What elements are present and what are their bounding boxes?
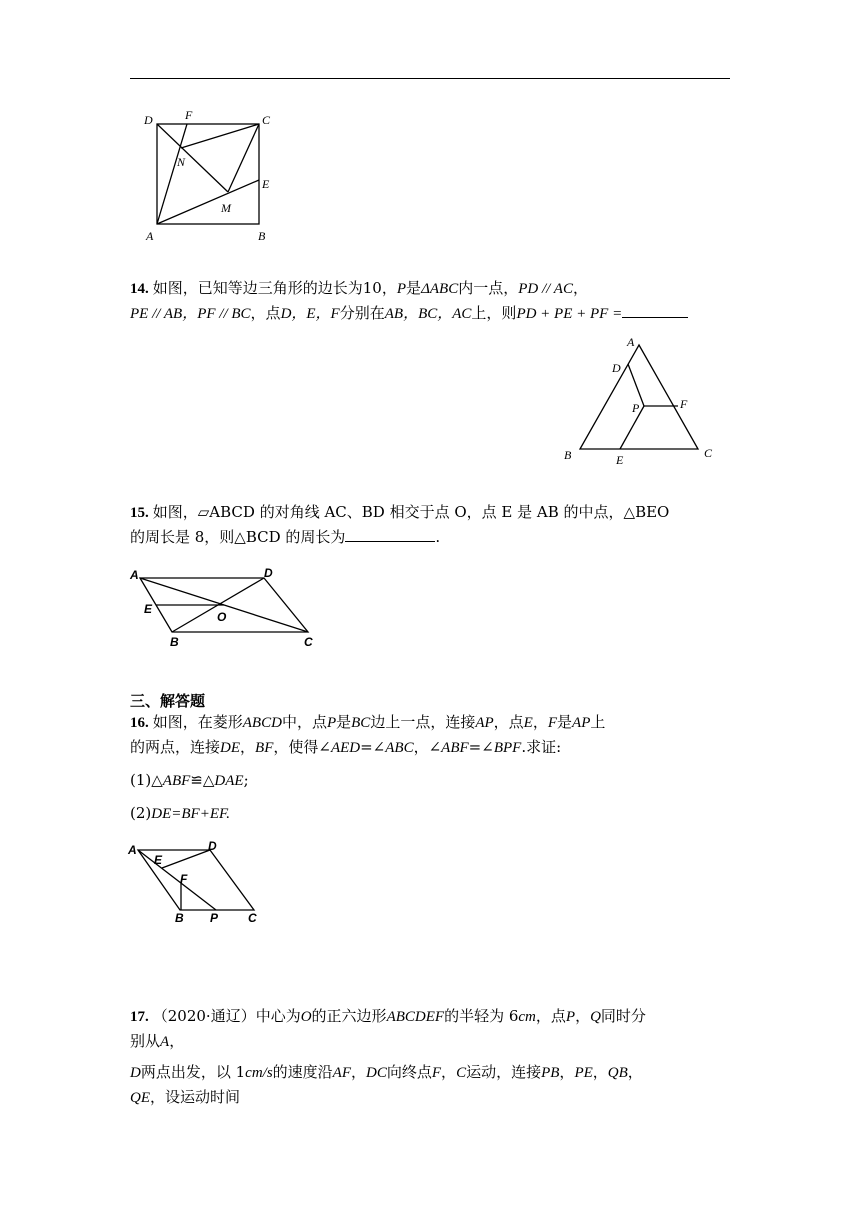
label-F: F — [185, 108, 193, 122]
label-A: A — [130, 568, 139, 582]
math-bpf: BPF — [493, 740, 522, 756]
q14-text: 如图，已知等边三角形的边长为 — [152, 279, 363, 297]
math-bc: BC — [351, 715, 371, 731]
label-E: E — [144, 602, 153, 616]
q16-text: =∠ — [468, 738, 494, 756]
q16-text: 边上一点，连接 — [370, 713, 476, 731]
q17-text: ，设运动时间 — [150, 1088, 241, 1106]
sides: AB，BC，AC — [384, 306, 472, 322]
label-E: E — [616, 453, 624, 467]
math-ap: AP — [475, 715, 494, 731]
label-D: D — [144, 113, 153, 127]
q16-text: .求证: — [521, 738, 562, 756]
math-abcdef: ABCDEF — [386, 1009, 445, 1025]
label-B: B — [258, 229, 266, 243]
q17-text: ， — [441, 1063, 457, 1081]
label-D: D — [612, 361, 621, 375]
math-cm: cm — [518, 1009, 536, 1025]
question-14 — [130, 276, 730, 326]
label-C: C — [304, 635, 313, 649]
condition-pe-pf: PE // AB，PF // BC — [130, 306, 251, 322]
math-dae: DAE — [214, 773, 244, 789]
q16-text: ， — [532, 713, 548, 731]
label-P: P — [632, 401, 640, 415]
question-number: 15. — [130, 505, 149, 521]
part-1: ; — [243, 771, 249, 789]
label-E: E — [154, 853, 163, 867]
answer-blank — [622, 317, 688, 318]
q14-text: 内一点， — [458, 279, 519, 297]
q17-text: 同时分 — [600, 1007, 646, 1025]
label-A: A — [627, 335, 635, 349]
math-pb: PB — [541, 1065, 560, 1081]
math-abcd: ABCD — [242, 715, 282, 731]
math-f: F — [431, 1065, 442, 1081]
side-length: 10 — [362, 279, 382, 297]
q17-text: 的半轻为 6 — [444, 1007, 519, 1025]
label-F: F — [180, 872, 188, 886]
section-title: 三、解答题 — [130, 692, 206, 710]
math-pe: PE — [574, 1065, 593, 1081]
q17-text: 的速度沿 — [272, 1063, 333, 1081]
math-bf: BF — [255, 740, 274, 756]
q17-text: 别从 — [130, 1032, 161, 1050]
q17-text: ， — [592, 1063, 608, 1081]
q16-text: ，∠ — [413, 738, 442, 756]
label-B: B — [170, 635, 179, 649]
q16-text: =∠ — [360, 738, 386, 756]
math-abc: ABC — [385, 740, 414, 756]
label-M: M — [221, 201, 231, 215]
q17-text: ， — [351, 1063, 367, 1081]
label-D: D — [208, 839, 217, 853]
q15-text: 如图，▱ABCD 的对角线 AC、BD 相交于点 O，点 E 是 AB 的中点，△BEO — [152, 503, 670, 521]
q14-text: 分别在 — [339, 304, 385, 322]
q16-text: 如图，在菱形 — [152, 713, 243, 731]
question-number: 16. — [130, 715, 149, 731]
math-d: D — [130, 1065, 141, 1081]
q16-text: ，使得∠ — [273, 738, 331, 756]
label-P: P — [210, 911, 219, 925]
q16-text: 是 — [336, 713, 352, 731]
part-1: ≌△ — [190, 771, 215, 789]
label-A: A — [128, 843, 137, 857]
answer-blank — [345, 541, 435, 542]
sum-expression: PD + PE + PF = — [516, 306, 623, 322]
q17-text: ， — [575, 1007, 591, 1025]
square-figure — [140, 108, 280, 248]
label-B: B — [175, 911, 184, 925]
q14-text: ， — [572, 279, 588, 297]
math-ap: AP — [572, 715, 591, 731]
q16-text: ， — [240, 738, 256, 756]
q15-text: . — [435, 528, 441, 546]
question-number: 17. — [130, 1009, 149, 1025]
label-C: C — [248, 911, 257, 925]
math-q: Q — [590, 1009, 601, 1025]
q17-text: 运动，连接 — [466, 1063, 542, 1081]
rhombus-figure — [126, 838, 276, 930]
label-A: A — [146, 229, 154, 243]
label-N: N — [177, 155, 186, 169]
math-af: AF — [332, 1065, 351, 1081]
math-cms: cm/s — [245, 1065, 273, 1081]
math-abf: ABF — [441, 740, 469, 756]
math-o: O — [300, 1009, 312, 1025]
header-rule — [130, 78, 730, 79]
q16-text: ，点 — [493, 713, 524, 731]
label-E: E — [262, 177, 270, 191]
math-p: P — [326, 715, 337, 731]
q17-text: ， — [169, 1032, 185, 1050]
math-abf: ABF — [162, 773, 191, 789]
q16-text: 的两点，连接 — [130, 738, 221, 756]
label-C: C — [704, 446, 713, 460]
label-O: O — [217, 610, 227, 624]
label-B: B — [564, 448, 572, 462]
condition-pd: PD // AC — [518, 281, 573, 297]
q14-text: 上，则 — [471, 304, 517, 322]
math-de: DE — [220, 740, 241, 756]
q17-text: 的正六边形 — [311, 1007, 387, 1025]
question-16 — [130, 710, 730, 826]
math-p: P — [565, 1009, 576, 1025]
point-p: P — [396, 281, 407, 297]
q16-text: 中，点 — [281, 713, 327, 731]
points-def: D，E，F — [280, 306, 340, 322]
math-dc: DC — [366, 1065, 387, 1081]
triangle-abc: ΔABC — [421, 281, 459, 297]
math-aed: AED — [330, 740, 361, 756]
q16-text: 上 — [590, 713, 606, 731]
q17-text: ， — [627, 1063, 643, 1081]
q14-text: ，点 — [250, 304, 281, 322]
math-de-sum: DE=BF+EF. — [151, 806, 230, 822]
math-qe: QE — [130, 1090, 150, 1106]
label-D: D — [264, 566, 273, 580]
math-f: F — [547, 715, 558, 731]
part-2: (2) — [130, 804, 152, 822]
question-15 — [130, 500, 730, 549]
question-17 — [130, 1004, 730, 1110]
q17-text: ， — [559, 1063, 575, 1081]
q17-text: （2020·通辽）中心为 — [152, 1007, 301, 1025]
q17-text: ，点 — [535, 1007, 566, 1025]
parallelogram-figure — [128, 564, 328, 652]
part-1: (1)△ — [130, 771, 163, 789]
math-qb: QB — [607, 1065, 628, 1081]
question-number: 14. — [130, 281, 149, 297]
label-F: F — [680, 397, 688, 411]
q16-text: 是 — [557, 713, 573, 731]
q14-text: ， — [381, 279, 397, 297]
q17-text: 两点出发，以 1 — [140, 1063, 246, 1081]
math-c: C — [456, 1065, 467, 1081]
triangle-figure — [560, 334, 720, 470]
q14-text: 是 — [406, 279, 422, 297]
q15-text: 的周长是 8，则△BCD 的周长为 — [130, 528, 346, 546]
label-C: C — [262, 113, 271, 127]
q17-text: 向终点 — [386, 1063, 432, 1081]
math-a: A — [160, 1034, 170, 1050]
math-e: E — [523, 715, 533, 731]
